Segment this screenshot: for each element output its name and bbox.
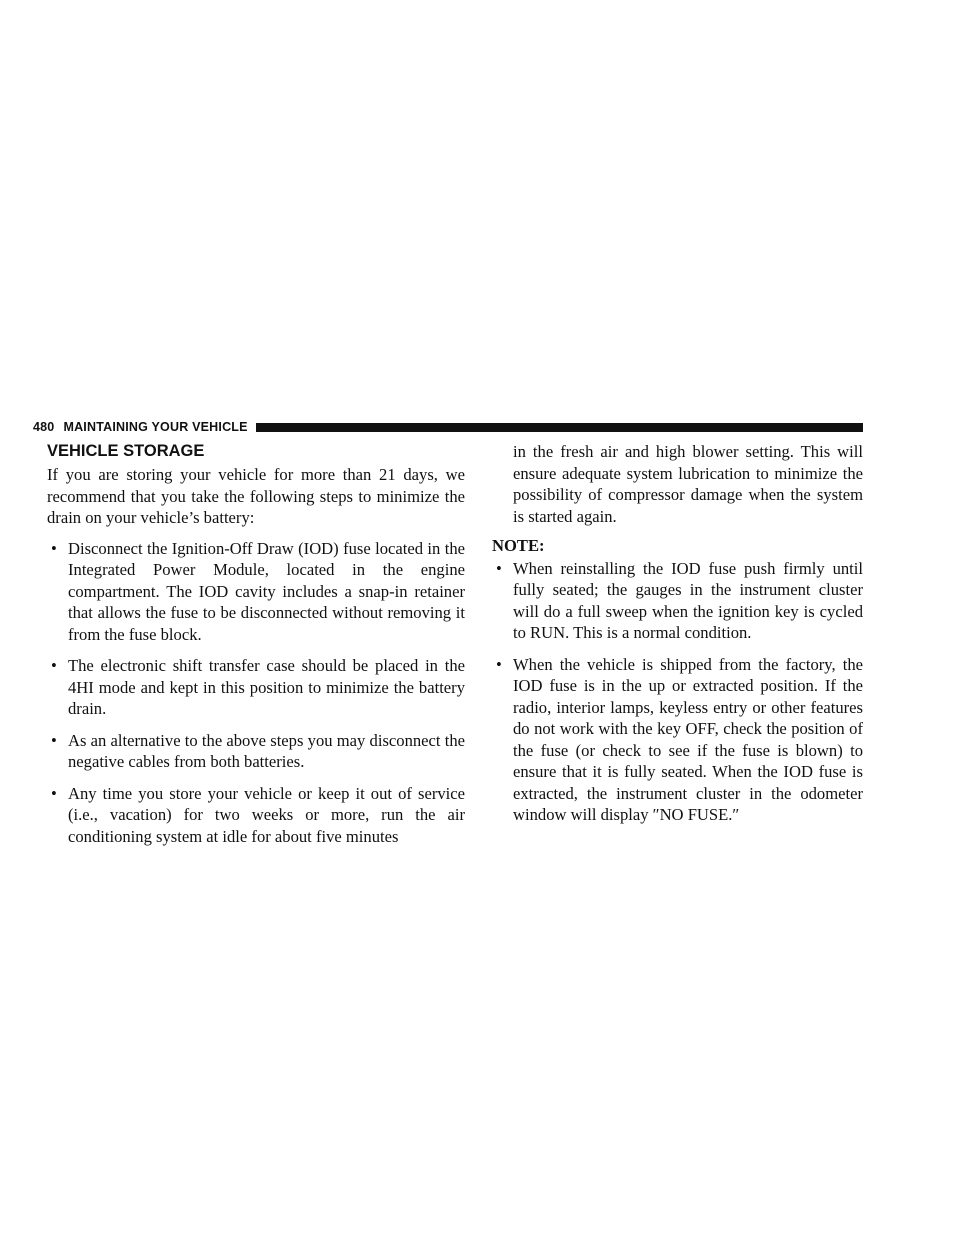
list-item-text: As an alternative to the above steps you may disconnect the negative cables from both batteries. bbox=[68, 730, 465, 771]
list-item bbox=[47, 783, 465, 848]
list-item-text: When the vehicle is shipped from the factory, the IOD fuse is in the up or extracted position. If the radio, interior lamps, keyless entry or other features do not work with the key OFF, check the position of the fuse (or check to see if the fuse is blown) to ensure that it is fully seated. When the IOD fuse is extracted, the instrument cluster in the odometer window will display ″NO FUSE.″ bbox=[513, 654, 863, 824]
bullet-icon: • bbox=[51, 538, 57, 558]
list-item-text: When reinstalling the IOD fuse push firmly until fully seated; the gauges in the instrument cluster will do a full sweep when the ignition key is cycled to RUN. This is a normal condition. bbox=[513, 558, 863, 642]
left-column bbox=[47, 441, 465, 857]
list-item bbox=[47, 730, 465, 773]
note-list bbox=[492, 558, 863, 826]
bullet-icon: • bbox=[496, 558, 502, 578]
header-rule bbox=[256, 423, 863, 432]
section-name: MAINTAINING YOUR VEHICLE bbox=[63, 420, 248, 434]
bullet-icon: • bbox=[51, 730, 57, 750]
bullet-icon: • bbox=[51, 656, 57, 675]
list-item-text: Any time you store your vehicle or keep it out of service (i.e., vacation) for two weeks or more, run the air conditioning system at idle for about five minutes bbox=[68, 783, 465, 846]
list-item bbox=[47, 655, 465, 720]
bullet-icon: • bbox=[496, 654, 502, 674]
section-title: VEHICLE STORAGE bbox=[47, 442, 205, 460]
storage-steps-list bbox=[47, 538, 465, 848]
note-label: NOTE: bbox=[492, 536, 545, 555]
right-column bbox=[492, 441, 863, 836]
list-item-text: Disconnect the Ignition-Off Draw (IOD) fuse located in the Integrated Power Module, located in the engine compartment. The IOD cavity includes a snap-in retainer that allows the fuse to be disconnected without removing it from the fuse block. bbox=[68, 538, 465, 644]
page-number: 480 bbox=[33, 420, 55, 434]
list-item bbox=[47, 538, 465, 646]
page-header bbox=[33, 418, 863, 436]
list-item bbox=[492, 654, 863, 826]
intro-paragraph: If you are storing your vehicle for more than 21 days, we recommend that you take the following steps to minimize the drain on your vehicle’s battery: bbox=[47, 465, 465, 527]
continued-paragraph: in the fresh air and high blower setting. This will ensure adequate system lubrication to minimize the possibility of compressor damage when the system is started again. bbox=[513, 442, 863, 526]
list-item bbox=[492, 558, 863, 644]
list-item-text: The electronic shift transfer case should be placed in the 4HI mode and kept in this position to minimize the battery drain. bbox=[68, 656, 465, 718]
bullet-icon: • bbox=[51, 783, 57, 803]
